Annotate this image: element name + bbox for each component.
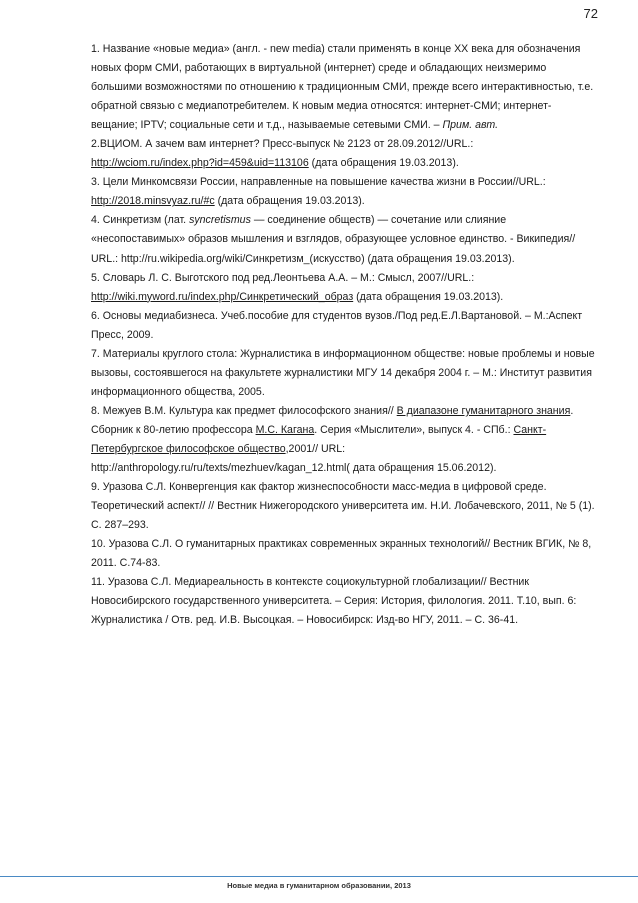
note-link[interactable]: http://wciom.ru/index.php?id=459&uid=113106 [91, 157, 309, 170]
note-10 [91, 535, 597, 573]
note-text: (дата обращения 19.03.2013). [353, 290, 504, 303]
page-footer: Новые медиа в гуманитарном образовании, 2013 [227, 881, 411, 890]
note-text: ( дата обращения 15.06.2012). [346, 462, 497, 475]
note-text: 1. Название «новые медиа» (англ. - new media) стали применять в конце XX века для обозначения новых форм СМИ, работающих в виртуальной (интернет) среде и обладающих неизмеримо большими возможностями по отношению к традиционным СМИ, прежде всего интерактивностью, т.е. обратной связью с медиапотребителем. К новым медиа относятся: интернет-СМИ; интернет-вещание; IPTV; социальные сети и т.д., называемые сетевыми СМИ. – [91, 43, 594, 132]
note-8 [91, 402, 597, 478]
footnotes-list [91, 40, 597, 630]
note-2 [91, 135, 597, 173]
note-6 [91, 307, 597, 345]
note-9 [91, 478, 597, 535]
note-text: 2.ВЦИОМ. А зачем вам интернет? Пресс-выпуск № 2123 от 28.09.2012//URL.: [91, 138, 474, 151]
footer-divider [0, 876, 638, 877]
note-1 [91, 40, 597, 135]
note-11 [91, 573, 597, 630]
page-number: 72 [583, 6, 598, 21]
note-text: ,2001// URL: http://anthropology.ru/ru/texts/mezhuev/kagan_12.html [91, 442, 347, 475]
note-link[interactable]: Санкт-Петербургское философское общество [91, 423, 547, 455]
note-text: 8. Межуев В.М. Культура как предмет философского знания// [91, 404, 397, 417]
note-text: . Серия «Мыслители», выпуск 4. - СПб.: [314, 423, 514, 436]
note-text: . Сборник к 80-летию профессора [91, 404, 574, 436]
note-text: 3. Цели Минкомсвязи России, направленные на повышение качества жизни в России//URL.: [91, 176, 546, 189]
note-link[interactable]: http://wiki.myword.ru/index.php/Синкретический_образ [91, 290, 354, 303]
note-link[interactable]: http://2018.minsvyaz.ru/#c [91, 195, 215, 208]
note-text: 9. Уразова С.Л. Конвергенция как фактор жизнеспособности масс-медиа в цифровой среде. Теоретический аспект// // Вестник Нижегородского университета им. Н.И. Лобачевского, 2011, № 5 (1). С. 287–293. [91, 481, 595, 532]
note-5 [91, 269, 597, 307]
note-7 [91, 345, 597, 402]
note-text: — соединение обществ) — сочетание или слияние «несопоставимых» образов мышления и взглядов, образующее условное единство. - Википедия// URL.: http://ru.wikipedia.org/wiki/Синкретизм_(искусство) (дата обращения 19.03.2013). [91, 214, 576, 265]
note-text: 7. Материалы круглого стола: Журналистика в информационном обществе: новые проблемы и новые вызовы, состоявшегося на факультете журналистики МГУ 14 декабря 2004 г. – М.: Институт развития информационного общества, 2005. [91, 347, 595, 398]
note-text: 6. Основы медиабизнеса. Учеб.пособие для студентов вузов./Под ред.Е.Л.Вартановой. – М.:Аспект Пресс, 2009. [91, 309, 583, 341]
note-4 [91, 211, 597, 268]
note-link[interactable]: В диапазоне гуманитарного знания [396, 404, 571, 417]
note-text: 5. Словарь Л. С. Выготского под ред.Леонтьева А.А. – М.: Смысл, 2007//URL.: [91, 271, 475, 284]
note-text: 4. Синкретизм (лат. [91, 214, 190, 227]
note-text: (дата обращения 19.03.2013). [308, 157, 459, 170]
note-link[interactable]: М.С. Кагана [255, 423, 315, 436]
note-italic: syncretismus [189, 214, 251, 227]
note-text: 11. Уразова С.Л. Медиареальность в контексте социокультурной глобализации// Вестник Новосибирского государственного университета. – Серия: История, филология. 2011. Т.10, вып. 6: Журналистика / Отв. ред. И.В. Высоцкая. – Новосибирск: Изд-во НГУ, 2011. – С. 36-41. [91, 576, 577, 627]
note-text: (дата обращения 19.03.2013). [214, 195, 365, 208]
note-3 [91, 173, 597, 211]
note-italic: Прим. авт. [442, 119, 499, 132]
note-text: 10. Уразова С.Л. О гуманитарных практиках современных экранных технологий// Вестник ВГИК, № 8, 2011. С.74-83. [91, 538, 592, 570]
